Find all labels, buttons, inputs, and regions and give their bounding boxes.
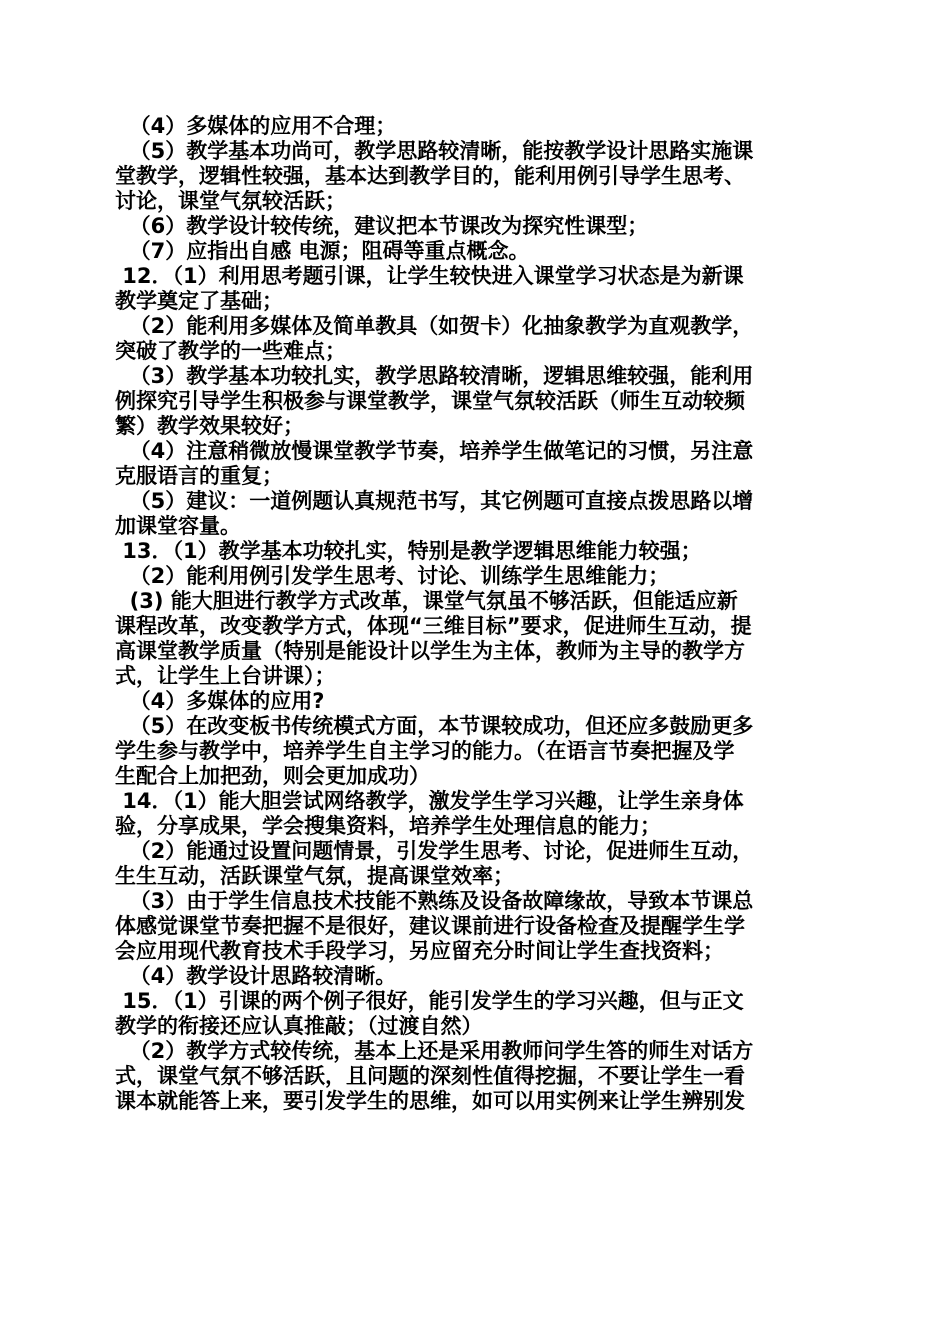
text-line: （2）教学方式较传统，基本上还是采用教师问学生答的师生对话方 (115, 1039, 754, 1063)
text-line: 讨论，课堂气氛较活跃； (115, 189, 346, 213)
text-line: 高课堂教学质量（特别是能设计以学生为主体，教师为主导的教学方 (115, 639, 745, 663)
text-line: （6）教学设计较传统，建议把本节课改为探究性课型； (115, 214, 649, 238)
document-body (115, 114, 840, 1114)
text-line: （5）在改变板书传统模式方面，本节课较成功，但还应多鼓励更多 (115, 714, 754, 738)
text-line: （5）教学基本功尚可，教学思路较清晰，能按教学设计思路实施课 (115, 139, 754, 163)
text-line: 15．（1）引课的两个例子很好，能引发学生的学习兴趣，但与正文 (115, 989, 744, 1013)
text-line: （2）能利用多媒体及简单教具（如贺卡）化抽象教学为直观教学， (115, 314, 754, 338)
text-line: 突破了教学的一些难点； (115, 339, 346, 363)
text-line: 加课堂容量。 (115, 514, 241, 538)
text-line: 生配合上加把劲，则会更加成功） (115, 764, 430, 788)
text-line: （3）由于学生信息技术技能不熟练及设备故障缘故，导致本节课总 (115, 889, 754, 913)
text-line: （4）教学设计思路较清晰。 (115, 964, 397, 988)
text-line: (3) 能大胆进行教学方式改革，课堂气氛虽不够活跃，但能适应新 (115, 589, 738, 613)
text-line: （4）注意稍微放慢课堂教学节奏，培养学生做笔记的习惯，另注意 (115, 439, 754, 463)
text-line: 13．（1）教学基本功较扎实，特别是教学逻辑思维能力较强； (115, 539, 702, 563)
text-line: 克服语言的重复； (115, 464, 283, 488)
text-line: 课程改革，改变教学方式，体现“三维目标”要求，促进师生互动，提 (115, 614, 752, 638)
text-line: 12．（1）利用思考题引课，让学生较快进入课堂学习状态是为新课 (115, 264, 744, 288)
text-line: 生生互动，活跃课堂气氛，提高课堂效率； (115, 864, 514, 888)
text-line: 教学奠定了基础； (115, 289, 283, 313)
text-line: 例探究引导学生积极参与课堂教学，课堂气氛较活跃（师生互动较频 (115, 389, 745, 413)
text-line: 会应用现代教育技术手段学习，另应留充分时间让学生查找资料； (115, 939, 724, 963)
text-line: （2）能通过设置问题情景，引发学生思考、讨论，促进师生互动， (115, 839, 754, 863)
text-line: （3）教学基本功较扎实，教学思路较清晰，逻辑思维较强，能利用 (115, 364, 754, 388)
text-line: 教学的衔接还应认真推敲；（过渡自然） (115, 1014, 483, 1038)
text-line: （5）建议：一道例题认真规范书写，其它例题可直接点拨思路以增 (115, 489, 754, 513)
text-line: 式，课堂气氛不够活跃，且问题的深刻性值得挖掘，不要让学生一看 (115, 1064, 745, 1088)
text-line: （4）多媒体的应用不合理； (115, 114, 397, 138)
text-line: （4）多媒体的应用? (115, 689, 325, 713)
text-line: 学生参与教学中，培养学生自主学习的能力。（在语言节奏把握及学 (115, 739, 735, 763)
text-line: 验，分享成果，学会搜集资料，培养学生处理信息的能力； (115, 814, 661, 838)
text-line: （7）应指出自感 电源；阻碍等重点概念。 (115, 239, 530, 263)
text-line: 14．（1）能大胆尝试网络教学，激发学生学习兴趣，让学生亲身体 (115, 789, 744, 813)
text-line: 课本就能答上来，要引发学生的思维，如可以用实例来让学生辨别发 (115, 1089, 745, 1113)
text-line: 堂教学，逻辑性较强，基本达到教学目的，能利用例引导学生思考、 (115, 164, 745, 188)
text-line: （2）能利用例引发学生思考、讨论、训练学生思维能力； (115, 564, 670, 588)
text-line: 体感觉课堂节奏把握不是很好，建议课前进行设备检查及提醒学生学 (115, 914, 745, 938)
text-line: 繁）教学效果较好； (115, 414, 304, 438)
text-line: 式，让学生上台讲课）； (115, 664, 336, 688)
